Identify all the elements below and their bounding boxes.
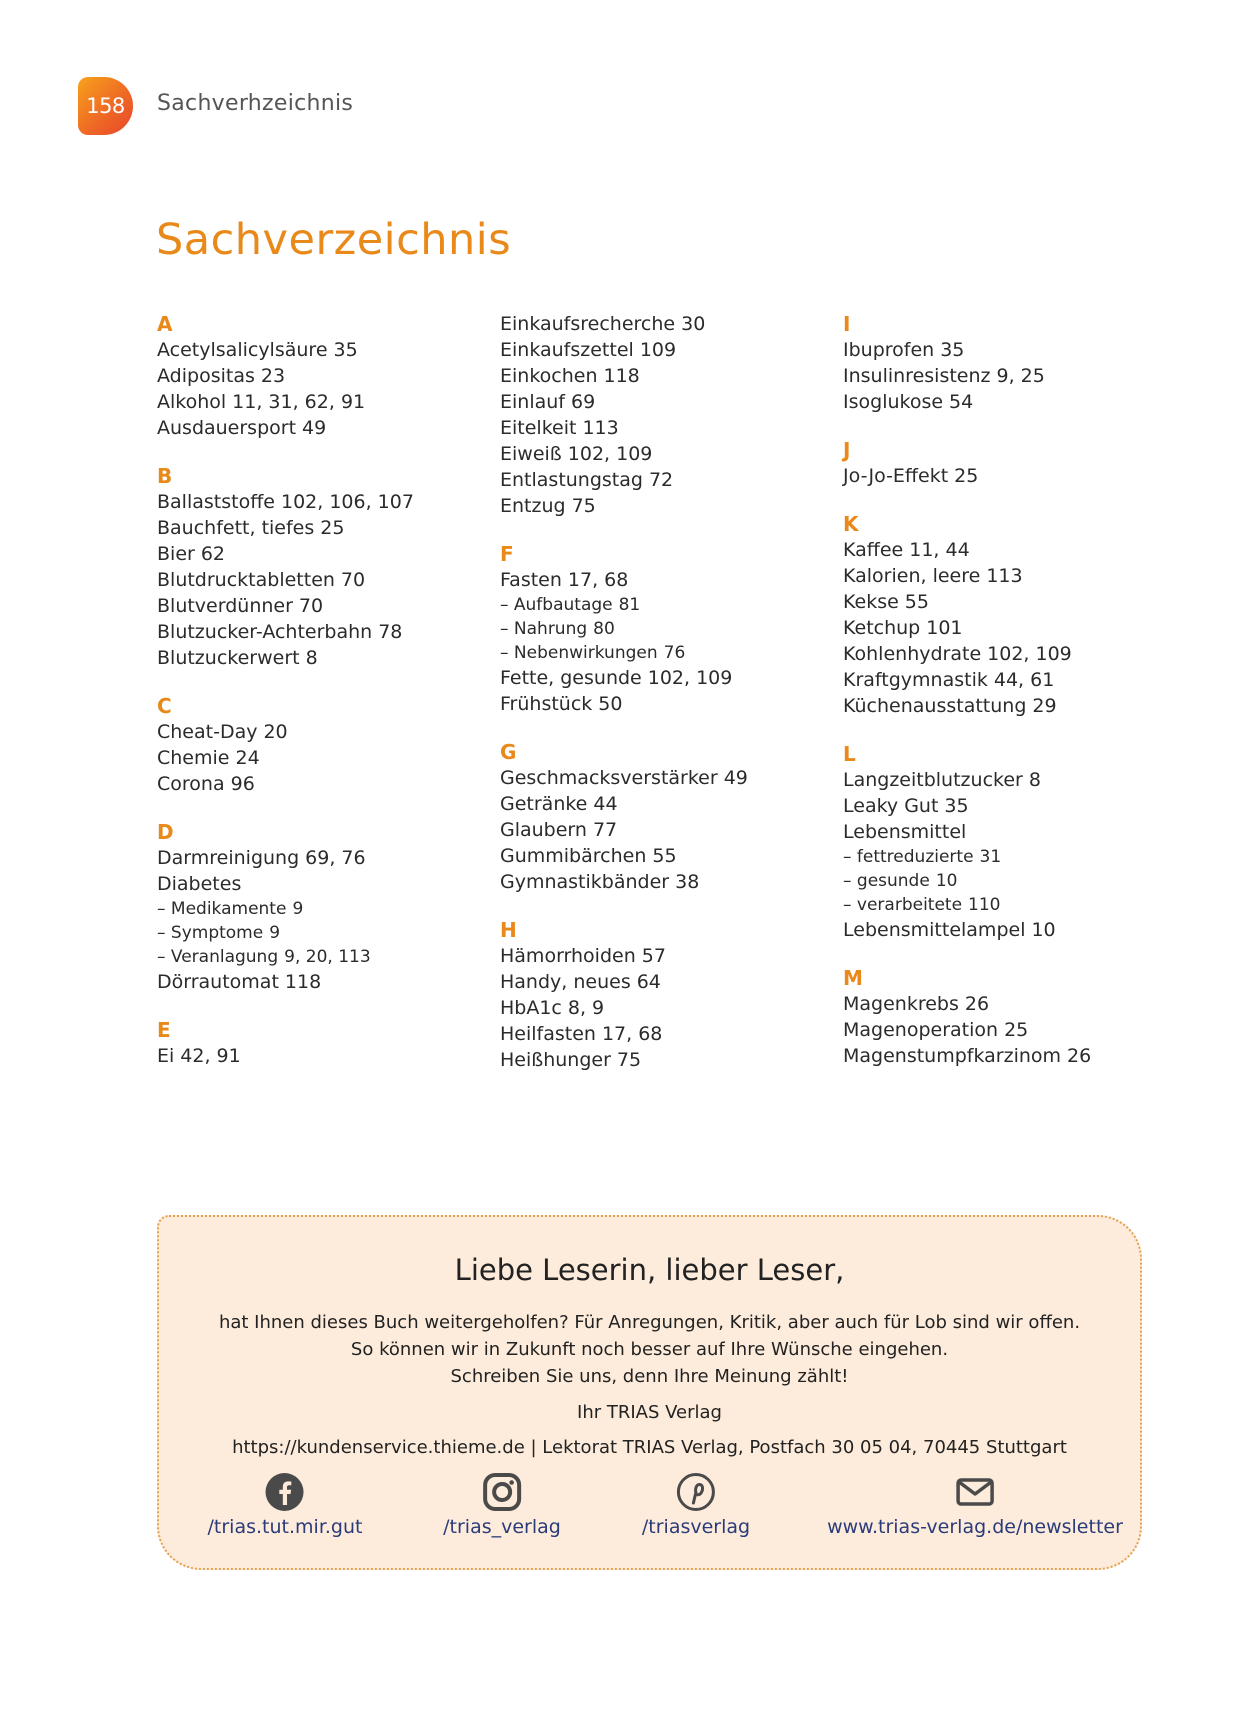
index-term: Entlastungstag — [500, 469, 643, 491]
index-pages: 69 — [570, 391, 596, 413]
social-facebook[interactable] — [208, 1472, 363, 1538]
index-pages: 55 — [904, 591, 929, 613]
index-term: Magenkrebs — [843, 993, 959, 1015]
index-term: Handy, neues — [500, 971, 631, 993]
reader-feedback-box — [157, 1215, 1142, 1570]
index-pages: 49 — [302, 417, 327, 439]
index-entry — [843, 793, 1173, 819]
index-term: Entzug — [500, 495, 566, 517]
index-term: Leaky Gut — [843, 795, 939, 817]
index-term: – Veranlagung — [157, 947, 279, 967]
social-pinterest[interactable] — [642, 1472, 750, 1538]
index-entry — [843, 819, 1173, 845]
index-letter: K — [843, 512, 859, 536]
index-entry — [500, 337, 830, 363]
index-subentry — [843, 845, 1173, 869]
index-group — [500, 739, 830, 895]
index-pages: 101 — [926, 617, 963, 639]
index-term: Ei — [157, 1045, 175, 1067]
index-subentry — [500, 617, 830, 641]
index-term: Blutdrucktabletten — [157, 569, 335, 591]
index-term: – Symptome — [157, 923, 264, 943]
index-entry — [157, 645, 487, 671]
index-pages: 26 — [1067, 1045, 1092, 1067]
index-pages: 55 — [652, 845, 677, 867]
index-pages: 54 — [949, 391, 974, 413]
index-entry — [157, 363, 487, 389]
index-pages: 72 — [648, 469, 674, 491]
index-pages: 75 — [616, 1049, 642, 1071]
index-term: Fasten — [500, 569, 562, 591]
index-entry — [500, 691, 830, 717]
index-term: Ballaststoffe — [157, 491, 275, 513]
index-term: Fette, gesunde — [500, 667, 642, 689]
index-entry — [500, 969, 830, 995]
index-entry — [843, 767, 1173, 793]
index-subentry — [157, 921, 487, 945]
index-entry — [500, 363, 830, 389]
index-term: Einkaufsrecherche — [500, 313, 676, 335]
index-term: Hämorrhoiden — [500, 945, 636, 967]
index-entry — [157, 771, 487, 797]
index-term: Kalorien, leere — [843, 565, 981, 587]
index-pages: 44 — [593, 793, 618, 815]
index-term: – verarbeitete — [843, 895, 963, 915]
index-subentry — [157, 897, 487, 921]
index-letter: C — [157, 694, 172, 718]
pinterest-icon — [676, 1472, 716, 1512]
index-group — [843, 311, 1173, 415]
index-subentry — [500, 641, 830, 665]
index-group — [157, 311, 487, 441]
index-entry — [500, 995, 830, 1021]
index-term: HbA1c — [500, 997, 562, 1019]
index-pages: 113 — [986, 565, 1023, 587]
index-pages: 118 — [284, 971, 322, 993]
index-entry — [843, 641, 1173, 667]
index-pages: 102, 109 — [567, 443, 653, 465]
index-term: Heilfasten — [500, 1023, 596, 1045]
index-pages: 25 — [320, 517, 345, 539]
index-pages: 10 — [935, 871, 958, 891]
index-entry — [157, 845, 487, 871]
social-label[interactable]: /triasverlag — [641, 1516, 751, 1538]
index-entry — [500, 1021, 830, 1047]
social-label[interactable]: /trias.tut.mir.gut — [207, 1516, 363, 1538]
social-links — [159, 1472, 1140, 1552]
index-entry — [500, 467, 830, 493]
index-entry — [500, 765, 830, 791]
index-letter: A — [157, 312, 173, 336]
index-term: Chemie — [157, 747, 230, 769]
index-pages: 78 — [378, 621, 403, 643]
index-entry — [500, 943, 830, 969]
index-term: Jo-Jo-Effekt — [843, 465, 949, 487]
index-entry — [843, 667, 1173, 693]
index-group — [157, 819, 487, 995]
index-pages: 11, 31, 62, 91 — [232, 391, 366, 413]
index-term: Kohlenhydrate — [843, 643, 982, 665]
index-pages: 35 — [944, 795, 969, 817]
feedback-text — [159, 1309, 1140, 1390]
publisher-address: https://kundenservice.thieme.de | Lektorat TRIAS Verlag, Postfach 30 05 04, 70445 Stuttgart — [232, 1437, 1067, 1458]
index-entry — [157, 969, 487, 995]
index-entry — [500, 415, 830, 441]
index-pages: 77 — [592, 819, 618, 841]
index-entry — [157, 593, 487, 619]
index-subentry — [843, 869, 1173, 893]
index-column-2 — [500, 311, 830, 1095]
index-entry — [157, 389, 487, 415]
index-letter: D — [157, 820, 174, 844]
index-pages: 110 — [968, 895, 1001, 915]
index-group — [843, 741, 1173, 943]
index-pages: 70 — [298, 595, 324, 617]
index-term: Ausdauersport — [157, 417, 297, 439]
index-pages: 26 — [964, 993, 990, 1015]
facebook-icon — [265, 1472, 305, 1512]
index-pages: 64 — [636, 971, 661, 993]
index-group — [843, 511, 1173, 719]
index-subentry — [843, 893, 1173, 917]
index-group — [843, 437, 1173, 489]
index-entry — [843, 537, 1173, 563]
index-term: – gesunde — [843, 871, 930, 891]
index-pages: 25 — [954, 465, 979, 487]
index-letter: E — [157, 1018, 171, 1042]
index-pages: 25 — [1004, 1019, 1029, 1041]
index-term: Magenoperation — [843, 1019, 999, 1041]
index-pages: 102, 109 — [987, 643, 1072, 665]
index-pages: 20 — [263, 721, 288, 743]
feedback-line: Schreiben Sie uns, denn Ihre Meinung zählt! — [450, 1366, 849, 1387]
index-term: Corona — [157, 773, 225, 795]
index-pages: 102, 109 — [647, 667, 733, 689]
index-term: – Nebenwirkungen — [500, 643, 658, 663]
index-pages: 9, 20, 113 — [284, 947, 371, 967]
index-entry — [157, 567, 487, 593]
index-pages: 8, 9 — [567, 997, 605, 1019]
page-number-badge: 158 — [78, 77, 133, 135]
index-term: Ketchup — [843, 617, 921, 639]
index-letter: J — [843, 438, 851, 462]
index-term: Frühstück — [500, 693, 593, 715]
index-pages: 49 — [723, 767, 748, 789]
index-group — [157, 1017, 487, 1069]
index-entry — [843, 917, 1173, 943]
index-pages: 70 — [340, 569, 366, 591]
index-pages: 8 — [305, 647, 318, 669]
index-entry — [500, 441, 830, 467]
index-column-3 — [843, 311, 1173, 1091]
index-term: Blutzucker-Achterbahn — [157, 621, 373, 643]
index-term: Blutverdünner — [157, 595, 293, 617]
index-group — [500, 311, 830, 519]
index-group — [500, 541, 830, 717]
index-group — [843, 965, 1173, 1069]
index-pages: 31 — [979, 847, 1002, 867]
index-term: Alkohol — [157, 391, 227, 413]
index-term: – Aufbautage — [500, 595, 613, 615]
index-letter: G — [500, 740, 517, 764]
index-pages: 102, 106, 107 — [280, 491, 414, 513]
index-entry — [157, 745, 487, 771]
index-term: Kekse — [843, 591, 899, 613]
index-term: Einkochen — [500, 365, 598, 387]
instagram-icon — [482, 1472, 522, 1512]
index-pages: 9 — [292, 899, 304, 919]
index-letter: L — [843, 742, 856, 766]
index-pages: 57 — [641, 945, 666, 967]
index-term: – Medikamente — [157, 899, 287, 919]
index-term: Lebensmittel — [843, 821, 967, 843]
index-pages: 23 — [260, 365, 286, 387]
index-pages: 69, 76 — [305, 847, 366, 869]
index-entry — [157, 871, 487, 897]
index-term: Ibuprofen — [843, 339, 935, 361]
index-entry — [157, 415, 487, 441]
index-entry — [843, 693, 1173, 719]
index-subentry — [157, 945, 487, 969]
index-pages: 11, 44 — [909, 539, 970, 561]
index-letter: B — [157, 464, 173, 488]
index-pages: 113 — [582, 417, 619, 439]
index-pages: 42, 91 — [180, 1045, 241, 1067]
index-entry — [500, 389, 830, 415]
index-term: Eiweiß — [500, 443, 562, 465]
index-term: Adipositas — [157, 365, 255, 387]
social-newsletter[interactable] — [827, 1472, 1123, 1538]
index-term: Darmreinigung — [157, 847, 300, 869]
index-entry — [500, 1047, 830, 1073]
index-entry — [500, 311, 830, 337]
index-term: Magenstumpfkarzinom — [843, 1045, 1062, 1067]
index-pages: 30 — [681, 313, 706, 335]
index-pages: 81 — [618, 595, 641, 615]
index-term: Blutzuckerwert — [157, 647, 300, 669]
index-entry — [500, 567, 830, 593]
index-entry — [157, 619, 487, 645]
index-entry — [500, 843, 830, 869]
index-term: Kaffee — [843, 539, 904, 561]
index-term: Geschmacksverstärker — [500, 767, 718, 789]
index-entry — [157, 489, 487, 515]
index-subentry — [500, 593, 830, 617]
index-entry — [500, 817, 830, 843]
index-term: Kraftgymnastik — [843, 669, 988, 691]
index-entry — [500, 493, 830, 519]
index-pages: 9 — [269, 923, 281, 943]
index-pages: 35 — [333, 339, 358, 361]
index-entry — [843, 991, 1173, 1017]
publisher-signature: Ihr TRIAS Verlag — [577, 1402, 722, 1423]
index-group — [157, 463, 487, 671]
index-entry — [843, 389, 1173, 415]
index-term: Heißhunger — [500, 1049, 611, 1071]
index-term: Langzeitblutzucker — [843, 769, 1023, 791]
index-term: Acetylsalicylsäure — [157, 339, 328, 361]
index-entry — [157, 337, 487, 363]
index-entry — [843, 1043, 1173, 1069]
index-entry — [843, 463, 1173, 489]
index-entry — [157, 541, 487, 567]
index-term: Eitelkeit — [500, 417, 577, 439]
page-title: Sachverzeichnis — [156, 215, 512, 265]
index-entry — [843, 1017, 1173, 1043]
index-pages: 9, 25 — [996, 365, 1045, 387]
index-pages: 118 — [603, 365, 640, 387]
index-group — [500, 917, 830, 1073]
index-term: Cheat-Day — [157, 721, 258, 743]
social-label[interactable]: /trias_verlag — [443, 1516, 561, 1538]
index-term: Bier — [157, 543, 195, 565]
index-letter: F — [500, 542, 514, 566]
running-header: Sachverhzeichnis — [157, 91, 354, 116]
index-entry — [843, 563, 1173, 589]
feedback-line: So können wir in Zukunft noch besser auf Ihre Wünsche eingehen. — [350, 1339, 949, 1360]
index-term: Diabetes — [157, 873, 242, 895]
index-entry — [843, 337, 1173, 363]
index-pages: 35 — [940, 339, 965, 361]
index-pages: 8 — [1028, 769, 1041, 791]
index-entry — [500, 665, 830, 691]
index-entry — [500, 869, 830, 895]
index-column-1 — [157, 311, 487, 1091]
index-term: Insulinresistenz — [843, 365, 991, 387]
index-pages: 96 — [230, 773, 255, 795]
index-term: Einlauf — [500, 391, 565, 413]
index-pages: 75 — [571, 495, 596, 517]
index-entry — [843, 615, 1173, 641]
index-entry — [843, 589, 1173, 615]
index-term: Lebensmittelampel — [843, 919, 1026, 941]
index-entry — [157, 719, 487, 745]
index-pages: 24 — [235, 747, 260, 769]
index-entry — [157, 515, 487, 541]
index-term: Einkaufszettel — [500, 339, 634, 361]
index-pages: 29 — [1032, 695, 1057, 717]
index-pages: 50 — [598, 693, 623, 715]
index-pages: 80 — [593, 619, 615, 639]
index-pages: 76 — [663, 643, 686, 663]
index-letter: I — [843, 312, 851, 336]
feedback-title: Liebe Leserin, lieber Leser, — [454, 1253, 845, 1287]
index-term: Dörrautomat — [157, 971, 279, 993]
index-pages: 10 — [1031, 919, 1056, 941]
index-term: – Nahrung — [500, 619, 588, 639]
index-term: Isoglukose — [843, 391, 944, 413]
feedback-line: hat Ihnen dieses Buch weitergeholfen? Für Anregungen, Kritik, aber auch für Lob sind wir offen. — [218, 1312, 1081, 1333]
index-letter: H — [500, 918, 517, 942]
index-entry — [157, 1043, 487, 1069]
index-term: Küchenausstattung — [843, 695, 1027, 717]
index-term: Bauchfett, tiefes — [157, 517, 315, 539]
index-group — [157, 693, 487, 797]
index-pages: 109 — [639, 339, 677, 361]
index-term: – fettreduzierte — [843, 847, 974, 867]
social-instagram[interactable] — [443, 1472, 561, 1538]
index-term: Glaubern — [500, 819, 587, 841]
index-term: Gummibärchen — [500, 845, 647, 867]
index-term: Getränke — [500, 793, 588, 815]
index-pages: 17, 68 — [567, 569, 629, 591]
index-pages: 62 — [200, 543, 226, 565]
index-letter: M — [843, 966, 863, 990]
index-entry — [843, 363, 1173, 389]
social-label[interactable]: www.trias-verlag.de/newsletter — [827, 1516, 1123, 1538]
index-entry — [500, 791, 830, 817]
index-term: Gymnastikbänder — [500, 871, 670, 893]
index-pages: 38 — [675, 871, 700, 893]
index-pages: 17, 68 — [601, 1023, 663, 1045]
mail-icon — [955, 1472, 995, 1512]
index-pages: 44, 61 — [993, 669, 1055, 691]
